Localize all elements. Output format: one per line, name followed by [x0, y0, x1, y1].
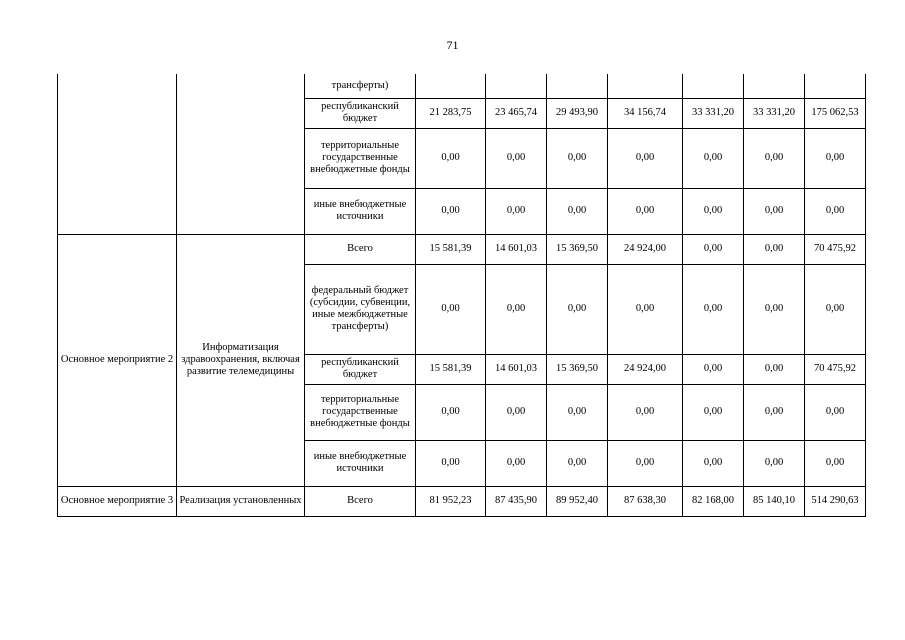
value-cell: 15 369,50: [547, 234, 608, 264]
value-cell: 0,00: [805, 264, 866, 354]
value-cell: 175 062,53: [805, 98, 866, 128]
value-cell: 0,00: [547, 264, 608, 354]
budget-table: [57, 74, 866, 517]
value-cell: 0,00: [486, 440, 547, 486]
value-cell: 0,00: [486, 188, 547, 234]
value-cell: 0,00: [608, 440, 683, 486]
value-cell: 0,00: [547, 440, 608, 486]
value-cell: 14 601,03: [486, 354, 547, 384]
value-cell: 0,00: [805, 384, 866, 440]
value-cell: 87 638,30: [608, 486, 683, 516]
table-row: [58, 234, 866, 264]
value-cell: 0,00: [683, 384, 744, 440]
value-cell: 15 581,39: [416, 354, 486, 384]
value-cell: 0,00: [683, 264, 744, 354]
value-cell: 0,00: [683, 354, 744, 384]
value-cell: 14 601,03: [486, 234, 547, 264]
value-cell: 24 924,00: [608, 234, 683, 264]
value-cell: 0,00: [744, 128, 805, 188]
value-cell: 0,00: [683, 128, 744, 188]
value-cell: 0,00: [744, 354, 805, 384]
value-cell: 82 168,00: [683, 486, 744, 516]
value-cell: [805, 74, 866, 98]
value-cell: [744, 74, 805, 98]
value-cell: 0,00: [486, 384, 547, 440]
value-cell: 89 952,40: [547, 486, 608, 516]
source-cell: иные внебюджетные источники: [305, 440, 416, 486]
source-cell: республиканский бюджет: [305, 354, 416, 384]
value-cell: 87 435,90: [486, 486, 547, 516]
value-cell: 85 140,10: [744, 486, 805, 516]
value-cell: 514 290,63: [805, 486, 866, 516]
value-cell: 0,00: [744, 188, 805, 234]
value-cell: 0,00: [683, 188, 744, 234]
source-cell: республиканский бюджет: [305, 98, 416, 128]
value-cell: [608, 74, 683, 98]
value-cell: 0,00: [416, 384, 486, 440]
name-cell: Реализация установленных: [177, 486, 305, 516]
value-cell: 0,00: [805, 188, 866, 234]
source-cell: трансферты): [305, 74, 416, 98]
value-cell: 70 475,92: [805, 234, 866, 264]
table-row: [58, 74, 866, 98]
value-cell: [683, 74, 744, 98]
value-cell: 0,00: [608, 128, 683, 188]
value-cell: 0,00: [547, 384, 608, 440]
value-cell: [416, 74, 486, 98]
value-cell: 0,00: [547, 128, 608, 188]
value-cell: [547, 74, 608, 98]
value-cell: 29 493,90: [547, 98, 608, 128]
value-cell: 0,00: [547, 188, 608, 234]
table-row: [58, 486, 866, 516]
value-cell: 70 475,92: [805, 354, 866, 384]
value-cell: 0,00: [416, 188, 486, 234]
value-cell: 21 283,75: [416, 98, 486, 128]
value-cell: 33 331,20: [683, 98, 744, 128]
value-cell: 0,00: [608, 188, 683, 234]
value-cell: 0,00: [744, 440, 805, 486]
value-cell: 0,00: [805, 128, 866, 188]
status-cell: Основное мероприятие 2: [58, 234, 177, 486]
value-cell: 0,00: [744, 264, 805, 354]
value-cell: 0,00: [416, 264, 486, 354]
value-cell: 24 924,00: [608, 354, 683, 384]
value-cell: 0,00: [608, 264, 683, 354]
source-cell: иные внебюджетные источники: [305, 188, 416, 234]
value-cell: 23 465,74: [486, 98, 547, 128]
status-cell: Основное мероприятие 3: [58, 486, 177, 516]
value-cell: 81 952,23: [416, 486, 486, 516]
name-cell: [177, 74, 305, 234]
value-cell: 0,00: [416, 128, 486, 188]
name-cell: Информатизация здравоохранения, включая развитие телемедицины: [177, 234, 305, 486]
status-cell: [58, 74, 177, 234]
value-cell: 0,00: [416, 440, 486, 486]
value-cell: [486, 74, 547, 98]
value-cell: 34 156,74: [608, 98, 683, 128]
value-cell: 33 331,20: [744, 98, 805, 128]
value-cell: 15 581,39: [416, 234, 486, 264]
value-cell: 0,00: [683, 440, 744, 486]
value-cell: 0,00: [608, 384, 683, 440]
value-cell: 0,00: [744, 234, 805, 264]
value-cell: 0,00: [744, 384, 805, 440]
value-cell: 0,00: [486, 128, 547, 188]
value-cell: 0,00: [805, 440, 866, 486]
page-number: 71: [446, 38, 459, 52]
source-cell: федеральный бюджет (субсидии, субвенции, иные межбюджетные трансферты): [305, 264, 416, 354]
source-cell: территориальные государственные внебюджетные фонды: [305, 384, 416, 440]
source-cell: Всего: [305, 234, 416, 264]
source-cell: Всего: [305, 486, 416, 516]
value-cell: 0,00: [683, 234, 744, 264]
value-cell: 15 369,50: [547, 354, 608, 384]
source-cell: территориальные государственные внебюджетные фонды: [305, 128, 416, 188]
value-cell: 0,00: [486, 264, 547, 354]
